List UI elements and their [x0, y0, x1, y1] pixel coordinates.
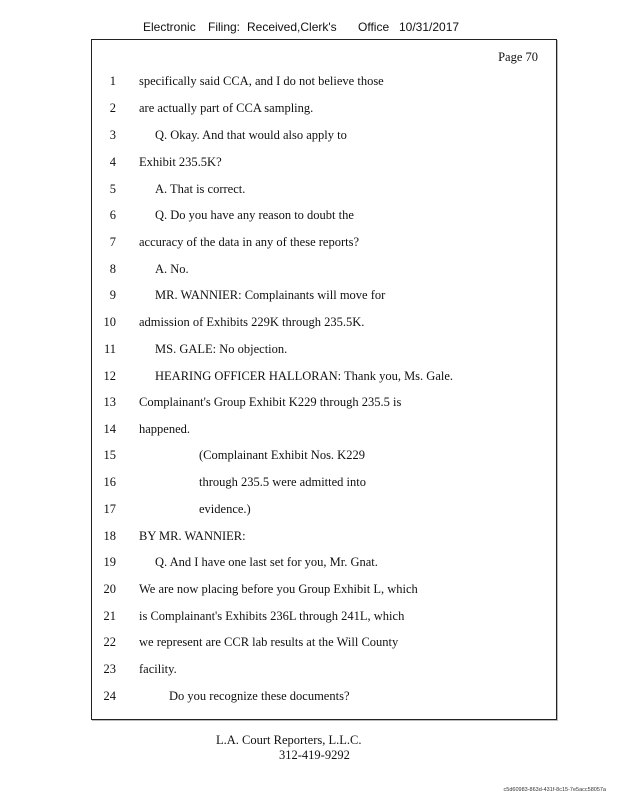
line-text: happened.	[139, 422, 191, 436]
line-text: facility.	[139, 662, 177, 676]
line-text: MR. WANNIER: Complainants will move for	[155, 288, 386, 302]
line-number: 20	[103, 582, 116, 596]
line-number: 10	[103, 315, 116, 329]
filing-header-received: Received,Clerk's	[247, 20, 337, 34]
line-number: 13	[103, 395, 116, 409]
line-text: admission of Exhibits 229K through 235.5K.	[139, 315, 365, 329]
line-number: 7	[109, 235, 116, 249]
filing-header-date: 10/31/2017	[399, 20, 460, 34]
line-number: 16	[103, 475, 116, 489]
line-number: 24	[103, 689, 116, 703]
document-id: c5d60983-863d-431f-8c15-7e5acc58057a	[503, 787, 606, 793]
line-number: 6	[109, 208, 116, 222]
transcript-line	[0, 689, 618, 707]
line-number: 3	[109, 128, 116, 142]
transcript-line	[0, 262, 618, 280]
line-text: Q. Okay. And that would also apply to	[155, 128, 347, 142]
transcript-line	[0, 74, 618, 92]
line-number: 19	[103, 555, 116, 569]
transcript-line	[0, 235, 618, 253]
line-number: 5	[109, 182, 116, 196]
transcript-line	[0, 288, 618, 306]
transcript-line	[0, 422, 618, 440]
transcript-line	[0, 128, 618, 146]
line-number: 11	[103, 342, 116, 356]
filing-header-filing: Filing:	[208, 20, 241, 34]
transcript-line	[0, 395, 618, 413]
line-text: specifically said CCA, and I do not believe those	[139, 74, 384, 88]
line-number: 1	[109, 74, 116, 88]
line-text: Q. And I have one last set for you, Mr. Gnat.	[155, 555, 378, 569]
line-text: is Complainant's Exhibits 236L through 241L, which	[139, 609, 405, 623]
transcript-line	[0, 369, 618, 387]
transcript-line	[0, 582, 618, 600]
transcript-line	[0, 555, 618, 573]
line-number: 8	[109, 262, 116, 276]
line-text: Q. Do you have any reason to doubt the	[155, 208, 354, 222]
line-text: are actually part of CCA sampling.	[139, 101, 314, 115]
line-text: A. No.	[155, 262, 189, 276]
transcript-line	[0, 342, 618, 360]
transcript-line	[0, 208, 618, 226]
line-number: 12	[103, 369, 116, 383]
transcript-line	[0, 475, 618, 493]
reporter-phone: 312-419-9292	[279, 748, 350, 762]
line-number: 4	[109, 155, 116, 169]
line-number: 22	[103, 635, 116, 649]
filing-header-office: Office	[358, 20, 390, 34]
transcript-line	[0, 529, 618, 547]
line-number: 23	[103, 662, 116, 676]
transcript-line	[0, 182, 618, 200]
line-text: evidence.)	[199, 502, 251, 516]
line-text: A. That is correct.	[155, 182, 246, 196]
filing-header-electronic: Electronic	[143, 20, 196, 34]
line-number: 15	[103, 448, 116, 462]
line-text: HEARING OFFICER HALLORAN: Thank you, Ms. Gale.	[155, 369, 454, 383]
line-text: through 235.5 were admitted into	[199, 475, 366, 489]
line-number: 9	[109, 288, 116, 302]
line-text: BY MR. WANNIER:	[139, 529, 246, 543]
transcript-line	[0, 101, 618, 119]
line-number: 14	[103, 422, 116, 436]
transcript-line	[0, 609, 618, 627]
line-number: 17	[103, 502, 116, 516]
line-number: 18	[103, 529, 116, 543]
page-number: Page 70	[498, 50, 538, 64]
line-number: 2	[109, 101, 116, 115]
line-text: We are now placing before you Group Exhibit L, which	[139, 582, 418, 596]
line-text: (Complainant Exhibit Nos. K229	[199, 448, 365, 462]
transcript-line	[0, 315, 618, 333]
transcript-line	[0, 155, 618, 173]
transcript-line	[0, 635, 618, 653]
filing-header	[0, 20, 618, 36]
line-text: Complainant's Group Exhibit K229 through 235.5 is	[139, 395, 402, 409]
line-text: Exhibit 235.5K?	[139, 155, 222, 169]
line-number: 21	[103, 609, 116, 623]
reporter-company: L.A. Court Reporters, L.L.C.	[216, 733, 362, 747]
line-text: we represent are CCR lab results at the Will County	[139, 635, 399, 649]
line-text: accuracy of the data in any of these reports?	[139, 235, 360, 249]
transcript-line	[0, 502, 618, 520]
line-text: MS. GALE: No objection.	[155, 342, 288, 356]
line-text: Do you recognize these documents?	[169, 689, 350, 703]
transcript-line	[0, 662, 618, 680]
transcript-line	[0, 448, 618, 466]
